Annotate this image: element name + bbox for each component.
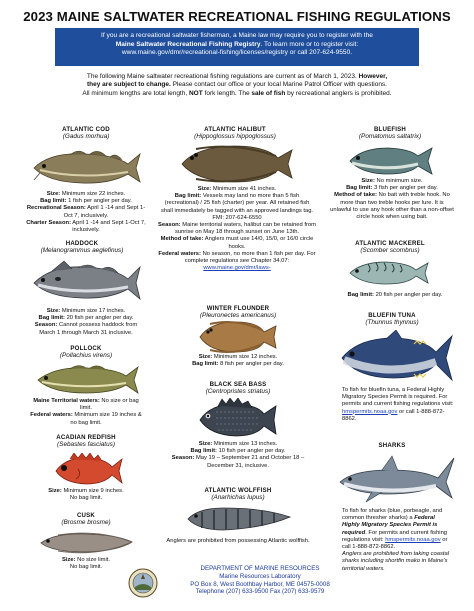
mackerel-sci: (Scomber scombrus) <box>360 247 420 255</box>
cusk-bag: No bag limit. <box>69 564 103 571</box>
intro-p3b: fork length. The <box>204 89 250 97</box>
tuna-rules <box>342 387 454 423</box>
wolffish-sci: (Anarhichas lupus) <box>211 494 265 502</box>
cod-season-label: Recreational Season: <box>26 205 86 212</box>
halibut-season-label: Season: <box>158 222 181 229</box>
redfish-name: ACADIAN REDFISH <box>56 434 116 441</box>
pollock-fed-label: Federal waters: <box>30 412 73 419</box>
haddock-fish-image <box>30 259 142 305</box>
flounder-size: Minimum size 12 inches. <box>213 354 278 360</box>
halibut-bag-label: Bag limit: <box>174 193 202 200</box>
cod-size: Minimum size 22 inches. <box>61 191 126 197</box>
seabass-size-label: Size: <box>198 441 213 447</box>
page-title: 2023 MAINE SALTWATER RECREATIONAL FISHING REGULATIONS <box>23 9 451 24</box>
pollock-header <box>30 345 142 359</box>
halibut-size-label: Size: <box>197 186 212 192</box>
pollock-mtw-label: Maine Territorial waters: <box>33 398 100 404</box>
bluefish-sci: (Pomatomus saltatrix) <box>358 133 422 141</box>
seabass-bag: 10 fish per angler per day. <box>218 448 286 455</box>
pollock-fish-image <box>34 362 140 398</box>
haddock-bag-label: Bag limit: <box>38 315 65 322</box>
flounder-name: WINTER FLOUNDER <box>206 305 270 312</box>
maine-seal-logo <box>128 568 158 598</box>
flounder-sci: (Pleuronectes americanus) <box>199 312 277 320</box>
cusk-size-label: Size: <box>61 557 76 563</box>
cod-charter: April 1 -14 and Sept 1-Oct 7, inclusively. <box>72 219 146 234</box>
bluefish-name: BLUEFISH <box>373 126 407 133</box>
halibut-method: Anglers must use 14/0, 15/0, or 16/0 circle hooks. <box>204 236 314 250</box>
tuna-name: BLUEFIN TUNA <box>368 312 416 319</box>
footer-lab: Marine Resources Laboratory <box>219 572 301 580</box>
flounder-size-label: Size: <box>198 354 213 360</box>
seabass-sci: (Centropristes striatus) <box>205 388 271 396</box>
cod-bag: 1 fish per angler per day. <box>68 198 132 205</box>
footer <box>160 565 360 596</box>
cod-charter-label: Charter Season: <box>26 219 71 226</box>
halibut-fed: No season, no more than 1 fish per day. For complete regulations see Chapter 34.07: <box>184 250 316 265</box>
banner-line3[interactable]: www.maine.gov/dmr/recreational-fishing/licenses/registry or call 207-624-9550. <box>121 49 353 57</box>
pollock-rules <box>28 398 144 427</box>
bluefish-bag-label: Bag limit: <box>346 185 373 192</box>
haddock-season-label: Season: <box>34 322 58 329</box>
wolffish-header <box>168 487 308 501</box>
haddock-name: HADDOCK <box>65 240 99 247</box>
flounder-header <box>168 305 308 319</box>
bluefish-method: No bait with treble hook. No more than two treble hooks per lure. It is unlawful to use any hook other than a non-offset circle hook when using bait. <box>330 192 454 221</box>
halibut-sci: (Hippoglossus hippoglossus) <box>194 133 276 141</box>
tuna-fish-image <box>338 330 456 384</box>
bluefish-rules <box>330 178 454 221</box>
redfish-size: Minimum size 9 inches. <box>63 488 124 494</box>
intro-text <box>34 73 440 98</box>
flounder-bag-label: Bag limit: <box>192 361 219 368</box>
redfish-size-label: Size: <box>48 488 62 494</box>
cusk-name: CUSK <box>76 512 96 519</box>
sharks-header <box>334 442 450 449</box>
cod-rules <box>26 191 146 234</box>
intro-sale: sale of fish <box>251 89 286 97</box>
registry-name: Maine Saltwater Recreational Fishing Registry <box>115 40 261 48</box>
intro-not: NOT <box>188 89 203 97</box>
bluefish-method-label: Method of take: <box>334 192 377 199</box>
cusk-size: No size limit. <box>77 557 110 563</box>
cusk-rules <box>30 557 142 571</box>
pollock-sci: (Pollachius virens) <box>59 352 113 360</box>
banner-line2-tail: . To learn more or to register visit: <box>260 40 359 48</box>
cod-fish-image <box>30 146 142 190</box>
cusk-sci: (Brosme brosme) <box>61 519 111 527</box>
cod-size-label: Size: <box>46 191 61 197</box>
pollock-fed: Minimum size 19 inches & no bag limit. <box>70 412 142 426</box>
mackerel-fish-image <box>346 258 430 288</box>
redfish-bag: No bag limit. <box>69 495 103 502</box>
bluefish-size-label: Size: <box>361 178 375 184</box>
pollock-name: POLLOCK <box>70 345 102 352</box>
sharks-name: SHARKS <box>378 442 406 449</box>
haddock-season: Cannot possess haddock from March 1 through March 31 inclusive. <box>39 322 138 336</box>
seabass-season: May 19 – September 21 and October 18 – December 31, inclusive. <box>195 455 305 469</box>
mackerel-header <box>332 240 448 254</box>
haddock-size: Minimum size 17 inches. <box>61 308 126 314</box>
intro-p2: Please contact our office or your local Marine Patrol Officer with questions. <box>172 81 387 89</box>
mackerel-rules <box>330 292 460 299</box>
halibut-laws-link[interactable]: www.maine.gov/dmr/laws- <box>203 265 271 272</box>
tuna-header <box>334 312 450 326</box>
tuna-sci: (Thunnus thynnus) <box>365 319 419 327</box>
cod-bag-label: Bag limit: <box>40 198 67 205</box>
seabass-season-label: Season: <box>171 455 195 462</box>
wolffish-note: Anglers are prohibited from possessing Atlantic wolffish. <box>166 538 310 544</box>
banner-line1: If you are a recreational saltwater fisherman, a Maine law may require you to register with the <box>101 32 373 39</box>
wolffish-name: ATLANTIC WOLFFISH <box>204 487 272 494</box>
wolffish-rules <box>150 538 326 545</box>
bluefish-bag: 3 fish per angler per day. <box>374 185 438 192</box>
footer-address: PO Box 8, West Boothbay Harbor, ME 04575-0008 <box>190 580 330 588</box>
bluefish-fish-image <box>346 144 434 178</box>
intro-p1-bold: However, <box>358 73 388 80</box>
sharks-rules <box>342 508 454 573</box>
mackerel-bag-label: Bag limit: <box>347 292 374 298</box>
cod-season: April 1 -14 and Sept 1-Oct 7, inclusively. <box>63 205 146 219</box>
redfish-rules <box>30 488 142 502</box>
cod-header <box>30 126 142 140</box>
seabass-fish-image <box>196 398 280 438</box>
tuna-permit-link[interactable]: hmspermits.noaa.gov <box>342 408 398 415</box>
registry-banner <box>55 28 419 66</box>
intro-p2-bold: they are subject to change. <box>87 81 171 89</box>
haddock-rules <box>28 308 144 337</box>
halibut-fed-label: Federal waters: <box>158 250 201 257</box>
sharks-tail: or call 1-888-872-8862. <box>342 536 448 551</box>
bluefish-size: No minimum size. <box>376 178 423 184</box>
haddock-header <box>26 240 138 254</box>
seabass-size: Minimum size 13 inches. <box>213 441 278 447</box>
haddock-bag: 20 fish per angler per day. <box>66 315 134 322</box>
mackerel-bag: 20 fish per angler per day. <box>375 292 443 298</box>
halibut-name: ATLANTIC HALIBUT <box>204 126 266 133</box>
mackerel-name: ATLANTIC MACKEREL <box>355 240 425 247</box>
tuna-tail: or call 1-888-872-8862. <box>342 408 445 422</box>
seabass-bag-label: Bag limit: <box>190 448 217 455</box>
pollock-mtw: No size or bag limit. <box>80 398 139 412</box>
halibut-method-label: Method of take: <box>160 236 204 243</box>
tuna-text: To fish for bluefin tuna, a Federal Highly Migratory Species Permit is required. For permits and current fishing regulations visit: <box>342 387 454 408</box>
footer-dept: DEPARTMENT OF MARINE RESOURCES <box>200 565 320 572</box>
halibut-season: Maine territorial waters, halibut can be retained from sunrise on May 18 through sunset on June 13th. <box>174 222 316 236</box>
halibut-header <box>160 126 310 140</box>
cusk-fish-image <box>38 530 134 556</box>
halibut-rules <box>158 186 316 272</box>
cod-sci: (Gadus morhua) <box>62 133 110 141</box>
footer-phone: Telephone (207) 633-9500 Fax (207) 633-9579 <box>195 588 325 596</box>
wolffish-fish-image <box>184 504 294 534</box>
flounder-fish-image <box>196 320 280 354</box>
intro-p3c: by recreational anglers is prohibited. <box>287 89 392 97</box>
bluefish-header <box>332 126 448 140</box>
haddock-sci: (Melanogrammus aeglefinus) <box>40 247 124 255</box>
seabass-header <box>168 381 308 395</box>
sharks-text1: To fish for sharks (blue, porbeagle, and common thresher sharks) a <box>342 508 443 522</box>
seabass-name: BLACK SEA BASS <box>209 381 267 388</box>
haddock-size-label: Size: <box>46 308 61 314</box>
seabass-rules <box>166 441 310 470</box>
cusk-header <box>30 512 142 526</box>
sharks-permit-required: Federal Highly Migratory Species Permit is required <box>342 515 438 536</box>
redfish-sci: (Sebastes fasciatus) <box>57 441 115 449</box>
sharks-permit-link[interactable]: hmspermits.noaa.gov <box>385 536 441 543</box>
redfish-fish-image <box>52 453 124 487</box>
flounder-bag: 8 fish per angler per day. <box>220 361 284 368</box>
intro-p1: The following Maine saltwater recreational fishing regulations are current as of March 1, 2023. <box>86 73 357 80</box>
redfish-header <box>30 434 142 448</box>
shark-fish-image <box>338 454 456 504</box>
cod-name: ATLANTIC COD <box>62 126 110 133</box>
sharks-note: Anglers are prohibited from taking coastal sharks including shortfin mako in Maine's territorial waters. <box>342 551 449 572</box>
sharks-text2: . For permits and current fishing regulations visit: <box>342 529 448 543</box>
banner-line2 <box>55 41 419 50</box>
intro-p3a: All minimum lengths are total length, <box>82 89 188 97</box>
halibut-bag: Vessels may land no more than 5 fish (recreational) / 25 fish (charter) per year. All retained fish shall immediately be tagged with an approved landings tag. FMI: 207-624-6550 <box>160 193 314 221</box>
flounder-rules <box>168 354 308 368</box>
halibut-fish-image <box>176 144 296 184</box>
halibut-size: Minimum size 41 inches. <box>212 186 277 192</box>
